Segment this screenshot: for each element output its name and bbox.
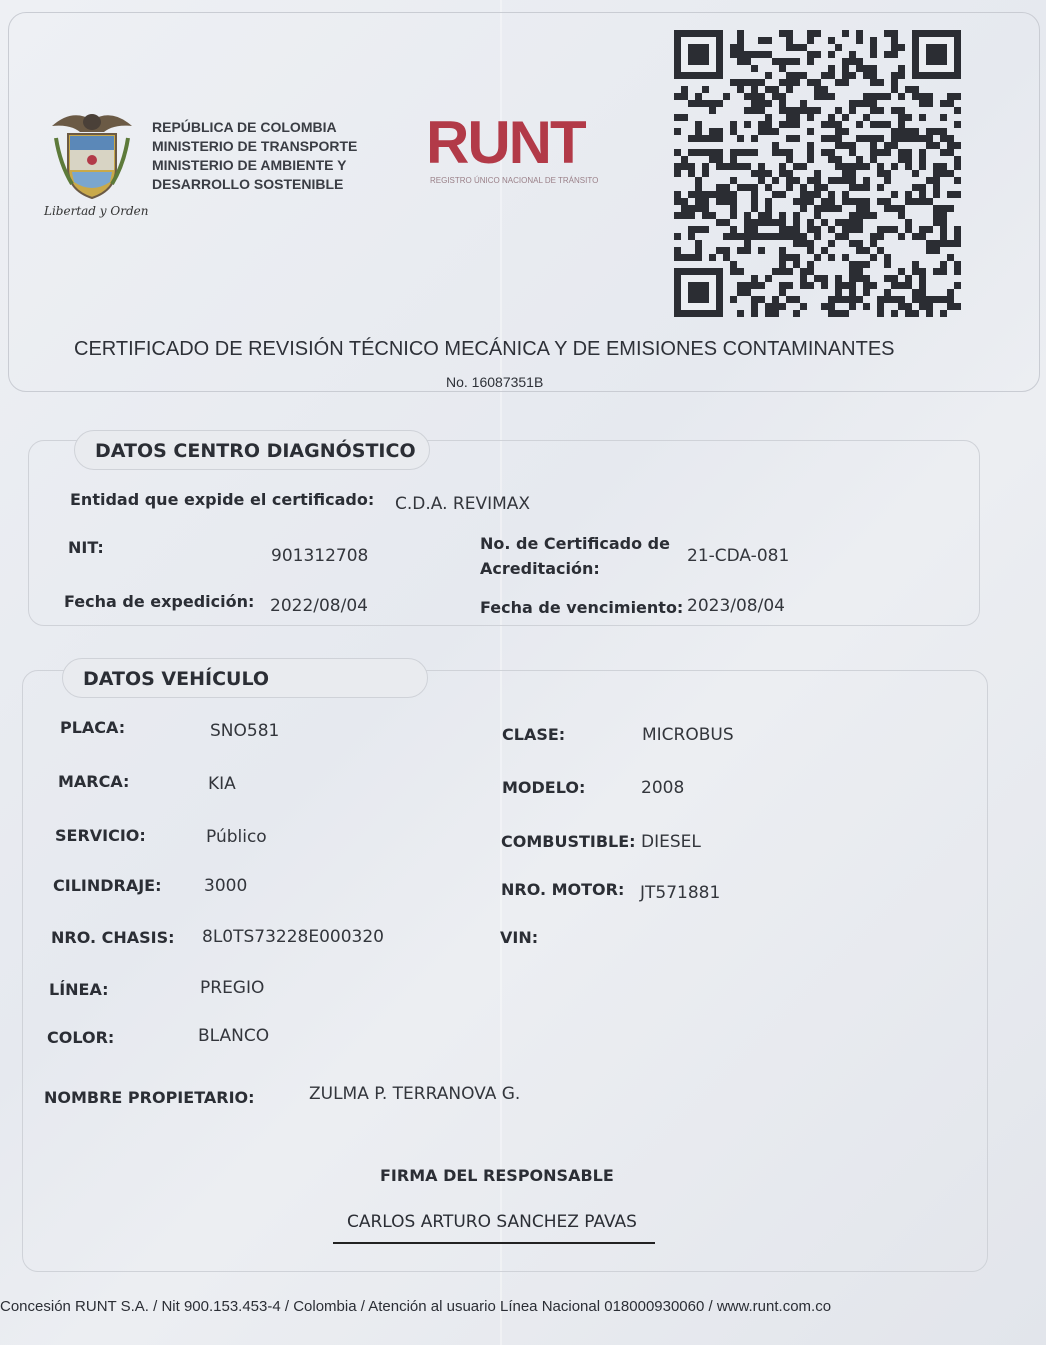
servicio-label: SERVICIO: [55,826,146,845]
qr-code-icon [672,28,972,320]
expiry-date-label: Fecha de vencimiento: [480,598,684,617]
motto-text: Libertad y Orden [44,204,149,218]
owner-label: NOMBRE PROPIETARIO: [44,1088,255,1107]
modelo-label: MODELO: [502,778,586,797]
marca-value: KIA [208,774,236,794]
motor-value: JT571881 [640,883,721,903]
cilindraje-label: CILINDRAJE: [53,876,162,895]
signature-name: CARLOS ARTURO SANCHEZ PAVAS [347,1212,637,1232]
combustible-label: COMBUSTIBLE: [501,832,636,851]
color-value: BLANCO [198,1026,270,1046]
modelo-value: 2008 [641,778,685,798]
vin-label: VIN: [500,928,539,947]
accreditation-label-line2: Acreditación: [480,559,600,578]
runt-logo-subtitle: REGISTRO ÚNICO NACIONAL DE TRÁNSITO [430,176,599,185]
entity-label: Entidad que expide el certificado: [70,490,375,509]
servicio-value: Público [206,827,267,847]
combustible-value: DIESEL [641,832,701,852]
vehicle-data-title: DATOS VEHÍCULO [62,658,428,698]
motor-label: NRO. MOTOR: [501,880,625,899]
clase-value: MICROBUS [642,725,734,745]
expiry-date-value: 2023/08/04 [687,596,785,616]
government-line: DESARROLLO SOSTENIBLE [152,176,344,192]
issue-date-value: 2022/08/04 [270,596,368,616]
colombia-coat-of-arms-icon [42,104,142,204]
cilindraje-value: 3000 [204,876,248,896]
government-line: MINISTERIO DE TRANSPORTE [152,138,358,154]
nit-value: 901312708 [271,546,369,566]
linea-value: PREGIO [200,978,265,998]
entity-value: C.D.A. REVIMAX [395,494,531,514]
linea-label: LÍNEA: [49,980,109,999]
signature-title: FIRMA DEL RESPONSABLE [380,1166,614,1185]
government-line: MINISTERIO DE AMBIENTE Y [152,157,347,173]
government-line: REPÚBLICA DE COLOMBIA [152,119,337,135]
clase-label: CLASE: [502,725,566,744]
marca-label: MARCA: [58,772,130,791]
accreditation-value: 21-CDA-081 [687,546,790,566]
government-entities [152,118,357,194]
diagnostic-center-title: DATOS CENTRO DIAGNÓSTICO [74,430,430,470]
signature-line [333,1242,655,1244]
nit-label: NIT: [68,538,104,557]
accreditation-label: No. de Certificado de [480,534,670,553]
runt-logo: RUNT [426,109,585,176]
placa-value: SNO581 [210,721,280,741]
placa-label: PLACA: [60,718,126,737]
footer-text: Concesión RUNT S.A. / Nit 900.153.453-4 / Colombia / Atención al usuario Línea Nacional 018000930060 / www.runt.com.co [0,1298,832,1315]
issue-date-label: Fecha de expedición: [64,592,255,611]
chasis-label: NRO. CHASIS: [51,928,175,947]
owner-value: ZULMA P. TERRANOVA G. [309,1084,521,1104]
chasis-value: 8L0TS73228E000320 [202,927,384,947]
certificate-title: CERTIFICADO DE REVISIÓN TÉCNICO MECÁNICA Y DE EMISIONES CONTAMINANTES [74,338,895,360]
color-label: COLOR: [47,1028,115,1047]
certificate-number: No. 16087351B [446,374,544,390]
